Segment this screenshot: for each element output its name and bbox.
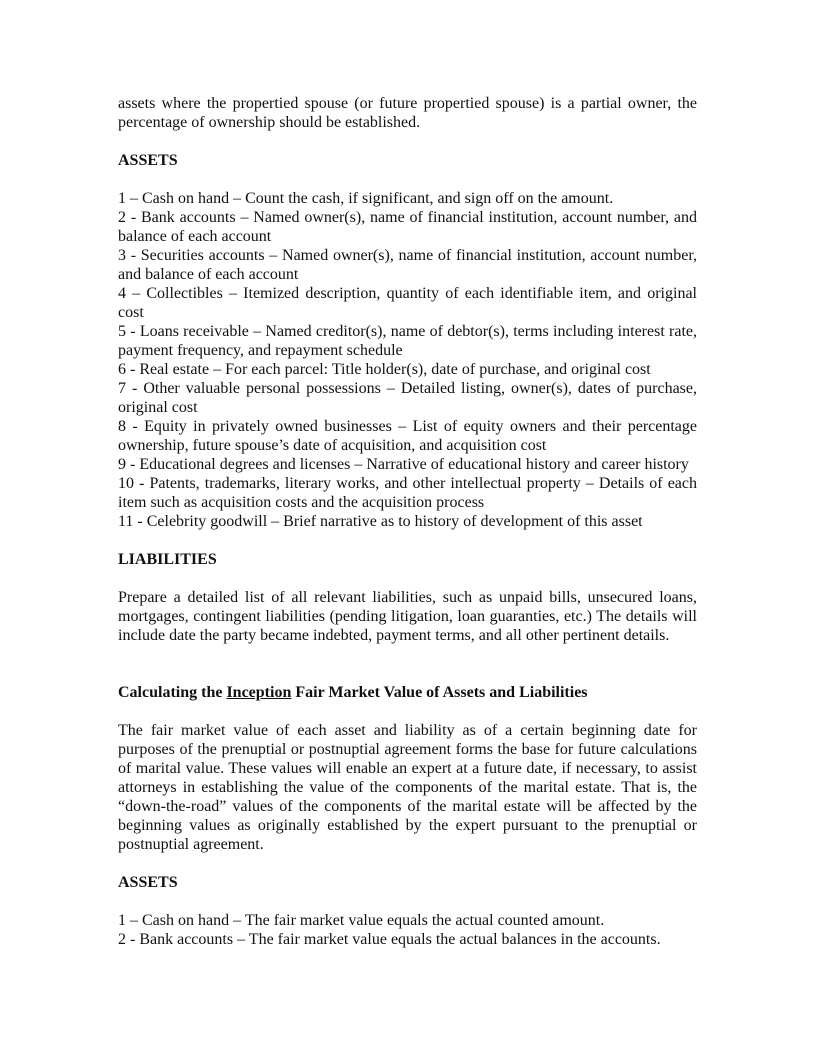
asset-item-5: 5 - Loans receivable – Named creditor(s), name of debtor(s), terms including interest rate, payment frequency, and repayment schedule — [118, 323, 697, 359]
assets-fmv-item-1: 1 – Cash on hand – The fair market value equals the actual counted amount. — [118, 912, 605, 929]
assets-list — [118, 189, 697, 531]
liabilities-heading: LIABILITIES — [118, 551, 217, 568]
asset-item-1: 1 – Cash on hand – Count the cash, if significant, and sign off on the amount. — [118, 190, 614, 207]
assets-fmv-item-2: 2 - Bank accounts – The fair market value equals the actual balances in the accounts. — [118, 931, 661, 948]
asset-item-8: 8 - Equity in privately owned businesses – List of equity owners and their percentage ownership, future spouse’s date of acquisition, and acquisition cost — [118, 418, 697, 454]
inception-paragraph: The fair market value of each asset and liability as of a certain beginning date for purposes of the prenuptial or postnuptial agreement forms the base for future calculations of marital value. These values will enable an expert at a future date, if necessary, to assist attorneys in establishing the value of the components of the marital estate. That is, the “down-the-road” values of the components of the marital estate will be affected by the beginning values as originally established by the expert pursuant to the prenuptial or postnuptial agreement. — [118, 722, 697, 853]
inception-heading-suffix: Fair Market Value of Assets and Liabilities — [291, 684, 588, 701]
asset-item-3: 3 - Securities accounts – Named owner(s), name of financial institution, account number, and balance of each account — [118, 247, 697, 283]
assets-heading: ASSETS — [118, 152, 178, 169]
liabilities-paragraph: Prepare a detailed list of all relevant liabilities, such as unpaid bills, unsecured loans, mortgages, contingent liabilities (pending litigation, loan guaranties, etc.) The details will include date the party became indebted, payment terms, and all other pertinent details. — [118, 589, 697, 644]
inception-heading-underlined-word: Inception — [226, 684, 292, 701]
asset-item-6: 6 - Real estate – For each parcel: Title holder(s), date of purchase, and original cost — [118, 361, 651, 378]
asset-item-9: 9 - Educational degrees and licenses – Narrative of educational history and career history — [118, 456, 689, 473]
inception-heading-prefix: Calculating the — [118, 684, 227, 701]
asset-item-2: 2 - Bank accounts – Named owner(s), name of financial institution, account number, and balance of each account — [118, 209, 697, 245]
assets-fmv-heading: ASSETS — [118, 874, 178, 891]
asset-item-7: 7 - Other valuable personal possessions – Detailed listing, owner(s), dates of purchase, original cost — [118, 380, 697, 416]
asset-item-11: 11 - Celebrity goodwill – Brief narrative as to history of development of this asset — [118, 513, 643, 530]
asset-item-4: 4 – Collectibles – Itemized description, quantity of each identifiable item, and original cost — [118, 285, 697, 321]
intro-paragraph: assets where the propertied spouse (or future propertied spouse) is a partial owner, the percentage of ownership should be established. — [118, 95, 697, 131]
inception-heading — [118, 683, 697, 702]
assets-fmv-list — [118, 911, 697, 949]
asset-item-10: 10 - Patents, trademarks, literary works, and other intellectual property – Details of each item such as acquisition costs and the acquisition process — [118, 475, 697, 511]
